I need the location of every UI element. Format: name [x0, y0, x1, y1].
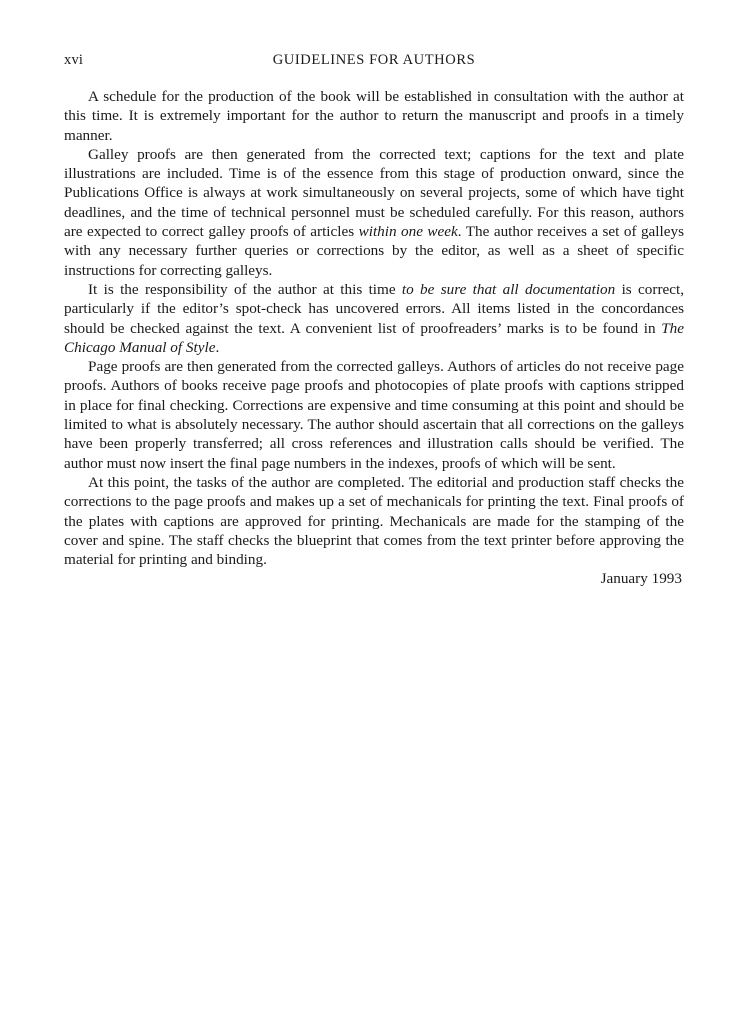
paragraph-text: .: [215, 338, 220, 356]
emphasis-text: within one week: [358, 223, 458, 241]
body-text: [64, 87, 684, 569]
emphasis-text: to be sure that all documentation: [401, 280, 616, 298]
paragraph-text: Galley proofs are then generated from the corrected text; captions for the text and plate illustrations are included. Time is of the essence from this stage of production onward, since the Publications Office is always at work simultaneously on several projects, some of which have tight deadlines, and the time of technical personnel must be scheduled carefully. For this reason, authors are expected to correct galley proofs of articles: [64, 145, 684, 241]
paragraph-schedule: A schedule for the production of the book will be established in consultation with the author at this time. It is extremely important for the author to return the manuscript and proofs in a timely manner.: [64, 88, 684, 144]
paragraph-documentation: [64, 280, 684, 357]
paragraph-completion: At this point, the tasks of the author are completed. The editorial and production staff checks the corrections to the page proofs and makes up a set of mechanicals for printing the text. Final proofs of the plates with captions are approved for printing. Mechanicals are made for the stamping of the cover and spine. The staff checks the blueprint that comes from the text printer before approving the material for printing and binding.: [64, 473, 684, 569]
paragraph-galley-proofs: [64, 145, 684, 280]
running-head: GUIDELINES FOR AUTHORS: [272, 52, 476, 68]
page-number: xvi: [64, 52, 84, 68]
paragraph-text: . The author receives a set of galleys with any necessary further queries or corrections by the editor, as well as a sheet of specific instructions for correcting galleys.: [64, 223, 684, 279]
book-title: The Chicago Manual of Style: [64, 319, 684, 356]
date-line: January 1993: [600, 570, 682, 587]
paragraph-text: It is the responsibility of the author at this time: [88, 280, 402, 298]
page-header: [64, 52, 684, 74]
paragraph-text: is correct, particularly if the editor’s spot-check has uncovered errors. All items listed in the concordances should be checked against the text. A convenient list of proofreaders’ marks is to be found in: [64, 280, 684, 337]
paragraph-page-proofs: Page proofs are then generated from the corrected galleys. Authors of articles do not receive page proofs. Authors of books receive page proofs and photocopies of plate proofs with captions stripped in place for final checking. Corrections are expensive and time consuming at this point and should be limited to what is absolutely necessary. The author should ascertain that all corrections on the galleys have been properly transferred; all cross references and illustration calls should be verified. The author must now insert the final page numbers in the indexes, proofs of which will be sent.: [64, 358, 684, 472]
